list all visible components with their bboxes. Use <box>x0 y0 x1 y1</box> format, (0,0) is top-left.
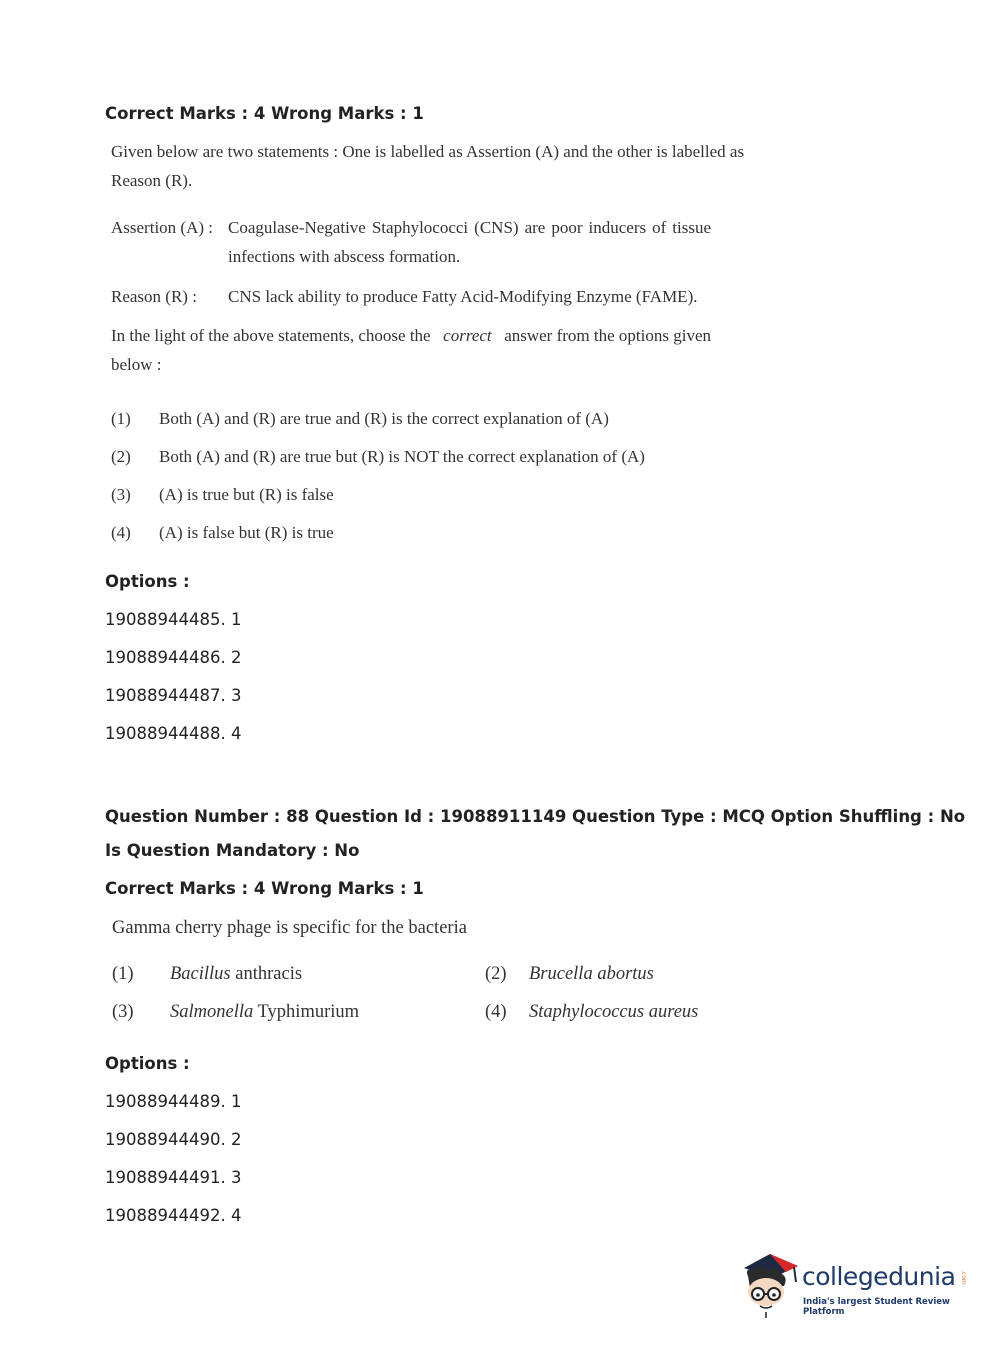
q87-options-heading: Options : <box>105 572 190 591</box>
option-id: 19088944492. 4 <box>105 1206 242 1225</box>
q88-choice-num: (2) <box>485 964 507 984</box>
q87-choice-num: (2) <box>111 447 131 466</box>
q87-intro-line1: Given below are two statements : One is labelled as Assertion (A) and the other is labelled as <box>111 142 745 161</box>
q88-choice-italic: Bacillus <box>170 964 231 984</box>
q88-choice-text <box>529 1002 698 1023</box>
q87-choice-num: (1) <box>111 409 131 428</box>
assertion-label: Assertion (A) : <box>111 218 213 237</box>
q88-choice-rest: anthracis <box>230 964 303 984</box>
instruction-italic: correct <box>443 326 492 345</box>
q88-choice-text <box>529 964 654 985</box>
assertion-line1: Coagulase-Negative Staphylococci (CNS) are poor inducers of tissue <box>228 218 711 237</box>
option-id: 19088944491. 3 <box>105 1168 242 1187</box>
assertion-line2: infections with abscess formation. <box>228 247 461 266</box>
instruction-part1: In the light of the above statements, choose the <box>111 326 431 345</box>
option-id: 19088944487. 3 <box>105 686 242 705</box>
q88-choice-num: (3) <box>112 1002 134 1022</box>
q87-choice-text: Both (A) and (R) are true but (R) is NOT the correct explanation of (A) <box>159 447 645 466</box>
q88-choice-italic: Salmonella <box>170 1002 254 1022</box>
collegedunia-logo <box>740 1248 970 1320</box>
q88-choice-italic: Staphylococcus aureus <box>529 1002 699 1022</box>
q87-choice-num: (4) <box>111 523 131 542</box>
option-id: 19088944490. 2 <box>105 1130 242 1149</box>
instruction-line1 <box>111 326 711 346</box>
logo-suffix: .com <box>960 1270 967 1285</box>
instruction-line2: below : <box>111 355 162 374</box>
instruction-part2: answer from the options given <box>504 326 711 345</box>
q88-choice-italic: Brucella abortus <box>529 964 654 984</box>
q88-question: Gamma cherry phage is specific for the bacteria <box>112 918 467 938</box>
reason-label: Reason (R) : <box>111 287 197 306</box>
q88-header-line2: Is Question Mandatory : No <box>105 841 360 860</box>
option-id: 19088944485. 1 <box>105 610 242 629</box>
q88-choice-rest: Typhimurium <box>253 1002 360 1022</box>
mascot-icon <box>740 1248 802 1320</box>
option-id: 19088944488. 4 <box>105 724 242 743</box>
q88-marks: Correct Marks : 4 Wrong Marks : 1 <box>105 879 424 898</box>
option-id: 19088944486. 2 <box>105 648 242 667</box>
q88-choice-num: (4) <box>485 1002 507 1022</box>
q88-choice-text <box>170 964 302 985</box>
option-id: 19088944489. 1 <box>105 1092 242 1111</box>
q87-choice-text: (A) is true but (R) is false <box>159 485 334 504</box>
reason-text: CNS lack ability to produce Fatty Acid-Modifying Enzyme (FAME). <box>228 287 698 306</box>
q87-marks: Correct Marks : 4 Wrong Marks : 1 <box>105 104 424 123</box>
logo-wordmark: collegedunia <box>802 1262 956 1291</box>
q88-choice-num: (1) <box>112 964 134 984</box>
q88-options-heading: Options : <box>105 1054 190 1073</box>
q88-header-line1: Question Number : 88 Question Id : 19088911149 Question Type : MCQ Option Shuffling : No <box>105 807 966 826</box>
q87-choice-num: (3) <box>111 485 131 504</box>
q88-choice-text <box>170 1002 359 1023</box>
logo-tagline: India's largest Student Review Platform <box>803 1297 950 1317</box>
q87-choice-text: Both (A) and (R) are true and (R) is the correct explanation of (A) <box>159 409 609 428</box>
q87-choice-text: (A) is false but (R) is true <box>159 523 334 542</box>
q87-intro-line2: Reason (R). <box>111 171 193 190</box>
